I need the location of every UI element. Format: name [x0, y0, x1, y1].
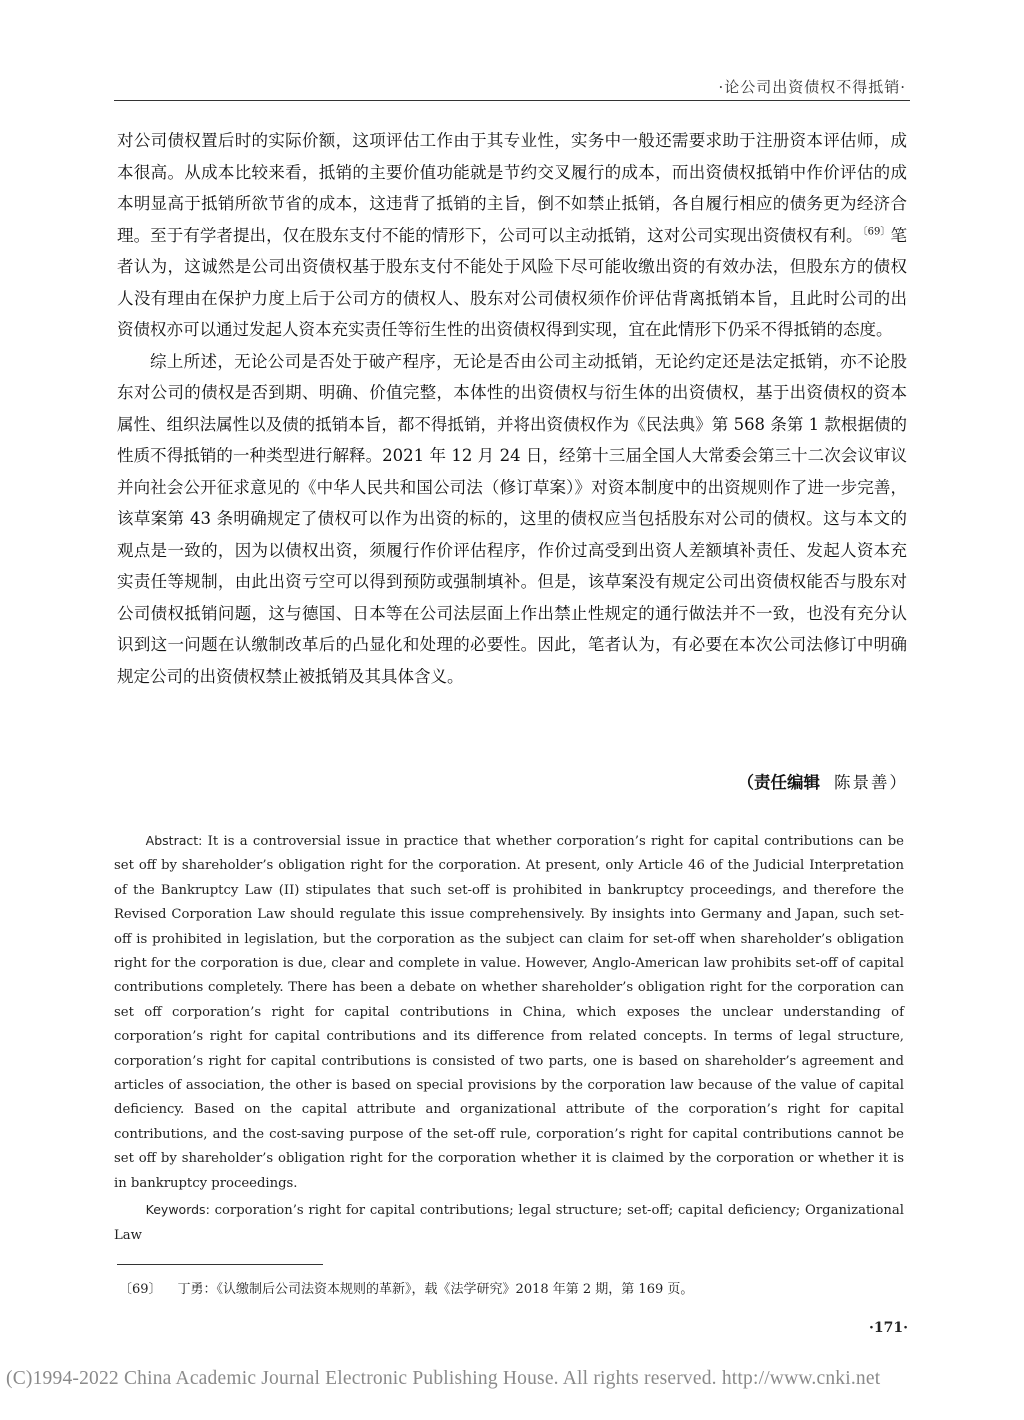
paragraph-1-part-a: 对公司债权置后时的实际价额，这项评估工作由于其专业性，实务中一般还需要求助于注册资本评估师，成本很高。从成本比较来看，抵销的主要价值功能就是节约交叉履行的成本，而出资债权抵销中作价评估的成本明显高于抵销所欲节省的成本，这违背了抵销的主旨，倒不如禁止抵销，各自履行相应的债务更为经济合理。至于有学者提出，仅在股东支付不能的情形下，公司可以主动抵销，这对公司实现出资债权有利。 — [117, 131, 907, 245]
editor-name: 陈景善） — [834, 773, 908, 792]
body-paragraph-2: 综上所述，无论公司是否处于破产程序，无论是否由公司主动抵销，无论约定还是法定抵销，亦不论股东对公司的债权是否到期、明确、价值完整，本体性的出资债权与衍生体的出资债权，基于出资债权的资本属性、组织法属性以及债的抵销本旨，都不得抵销，并将出资债权作为《民法典》第 568 条第 1 款根据债的性质不得抵销的一种类型进行解释。2021 年 12 月 24 日，经第十三届全国人大常委会第三十二次会议审议并向社会公开征求意见的《中华人民共和国公司法（修订草案）》对资本制度中的出资规则作了进一步完善，该草案第 43 条明确规定了债权可以作为出资的标的，这里的债权应当包括股东对公司的债权。这与本文的观点是一致的，因为以债权出资，须履行作价评估程序，作价过高受到出资人差额填补责任、发起人资本充实责任等规制，由此出资亏空可以得到预防或强制填补。但是，该草案没有规定公司出资债权能否与股东对公司债权抵销问题，这与德国、日本等在公司法层面上作出禁止性规定的通行做法并不一致，也没有充分认识到这一问题在认缴制改革后的凸显化和处理的必要性。因此，笔者认为，有必要在本次公司法修订中明确规定公司的出资债权禁止被抵销及其具体含义。 — [117, 351, 907, 686]
responsible-editor — [738, 769, 909, 793]
header-rule — [114, 100, 910, 101]
footnote-ref-69[interactable]: 〔69〕 — [862, 226, 891, 237]
body-text — [117, 125, 907, 692]
footnote-69 — [119, 1278, 693, 1297]
footnote-number: 〔69〕 — [119, 1282, 162, 1297]
abstract-paragraph — [114, 829, 904, 1196]
english-abstract — [114, 829, 904, 1248]
abstract-text: It is a controversial issue in practice that whether corporation’s right for capital contributions can be set off by shareholder’s obligation right for the corporation. At present, only Article 46 of the Judicial Interpretation of the Bankruptcy Law (II) stipulates that such set-off is prohibited in bankruptcy proceedings, and therefore the Revised Corporation Law should regulate this issue comprehensively. By insights into Germany and Japan, such set-off is prohibited in legislation, but the corporation as the subject can claim for set-off when shareholder’s obligation right for the corporation is due, clear and complete in value. However, Anglo-American law prohibits set-off of capital contributions completely. There has been a debate on whether shareholder’s obligation right for the corporation can set off corporation’s right for capital contributions in China, which exposes the unclear understanding of corporation’s right for capital contributions and its difference from related concepts. In terms of legal structure, corporation’s right for capital contributions is consisted of two parts, one is based on shareholder’s agreement and articles of association, the other is based on special provisions by the corporation law because of the value of capital deficiency. Based on the capital attribute and organizational attribute of the corporation’s right for capital contributions, and the cost-saving purpose of the set-off rule, corporation’s right for capital contributions cannot be set off by shareholder’s obligation right for the corporation whether it is claimed by the corporation or whether it is in bankruptcy proceedings. — [114, 834, 904, 1191]
body-paragraph-1 — [117, 125, 907, 346]
paragraph-1-part-b: 笔者认为，这诚然是公司出资债权基于股东支付不能处于风险下尽可能收缴出资的有效办法，但股东方的债权人没有理由在保护力度上后于公司方的债权人、股东对公司债权须作价评估背离抵销本旨，且此时公司的出资债权亦可以通过发起人资本充实责任等衍生性的出资债权得到实现，宜在此情形下仍采不得抵销的态度。 — [117, 225, 907, 339]
keywords-paragraph — [114, 1198, 904, 1248]
abstract-label: Abstract: — [145, 833, 203, 848]
keywords-label: Keywords: — [145, 1202, 210, 1218]
page-number: ·171· — [869, 1320, 908, 1336]
footnote-text: 丁勇：《认缴制后公司法资本规则的革新》，载《法学研究》2018 年第 2 期，第 169 页。 — [177, 1282, 694, 1297]
keywords-text: corporation’s right for capital contributions; legal structure; set-off; capital deficiency; Organizational Law — [114, 1203, 904, 1243]
copyright-watermark: (C)1994-2022 China Academic Journal Electronic Publishing House. All rights reserved. http://www.cnki.net — [6, 1368, 881, 1389]
footnote-rule — [117, 1264, 323, 1265]
running-header: ·论公司出资债权不得抵销· — [718, 78, 906, 96]
editor-label: （责任编辑 — [737, 773, 820, 792]
